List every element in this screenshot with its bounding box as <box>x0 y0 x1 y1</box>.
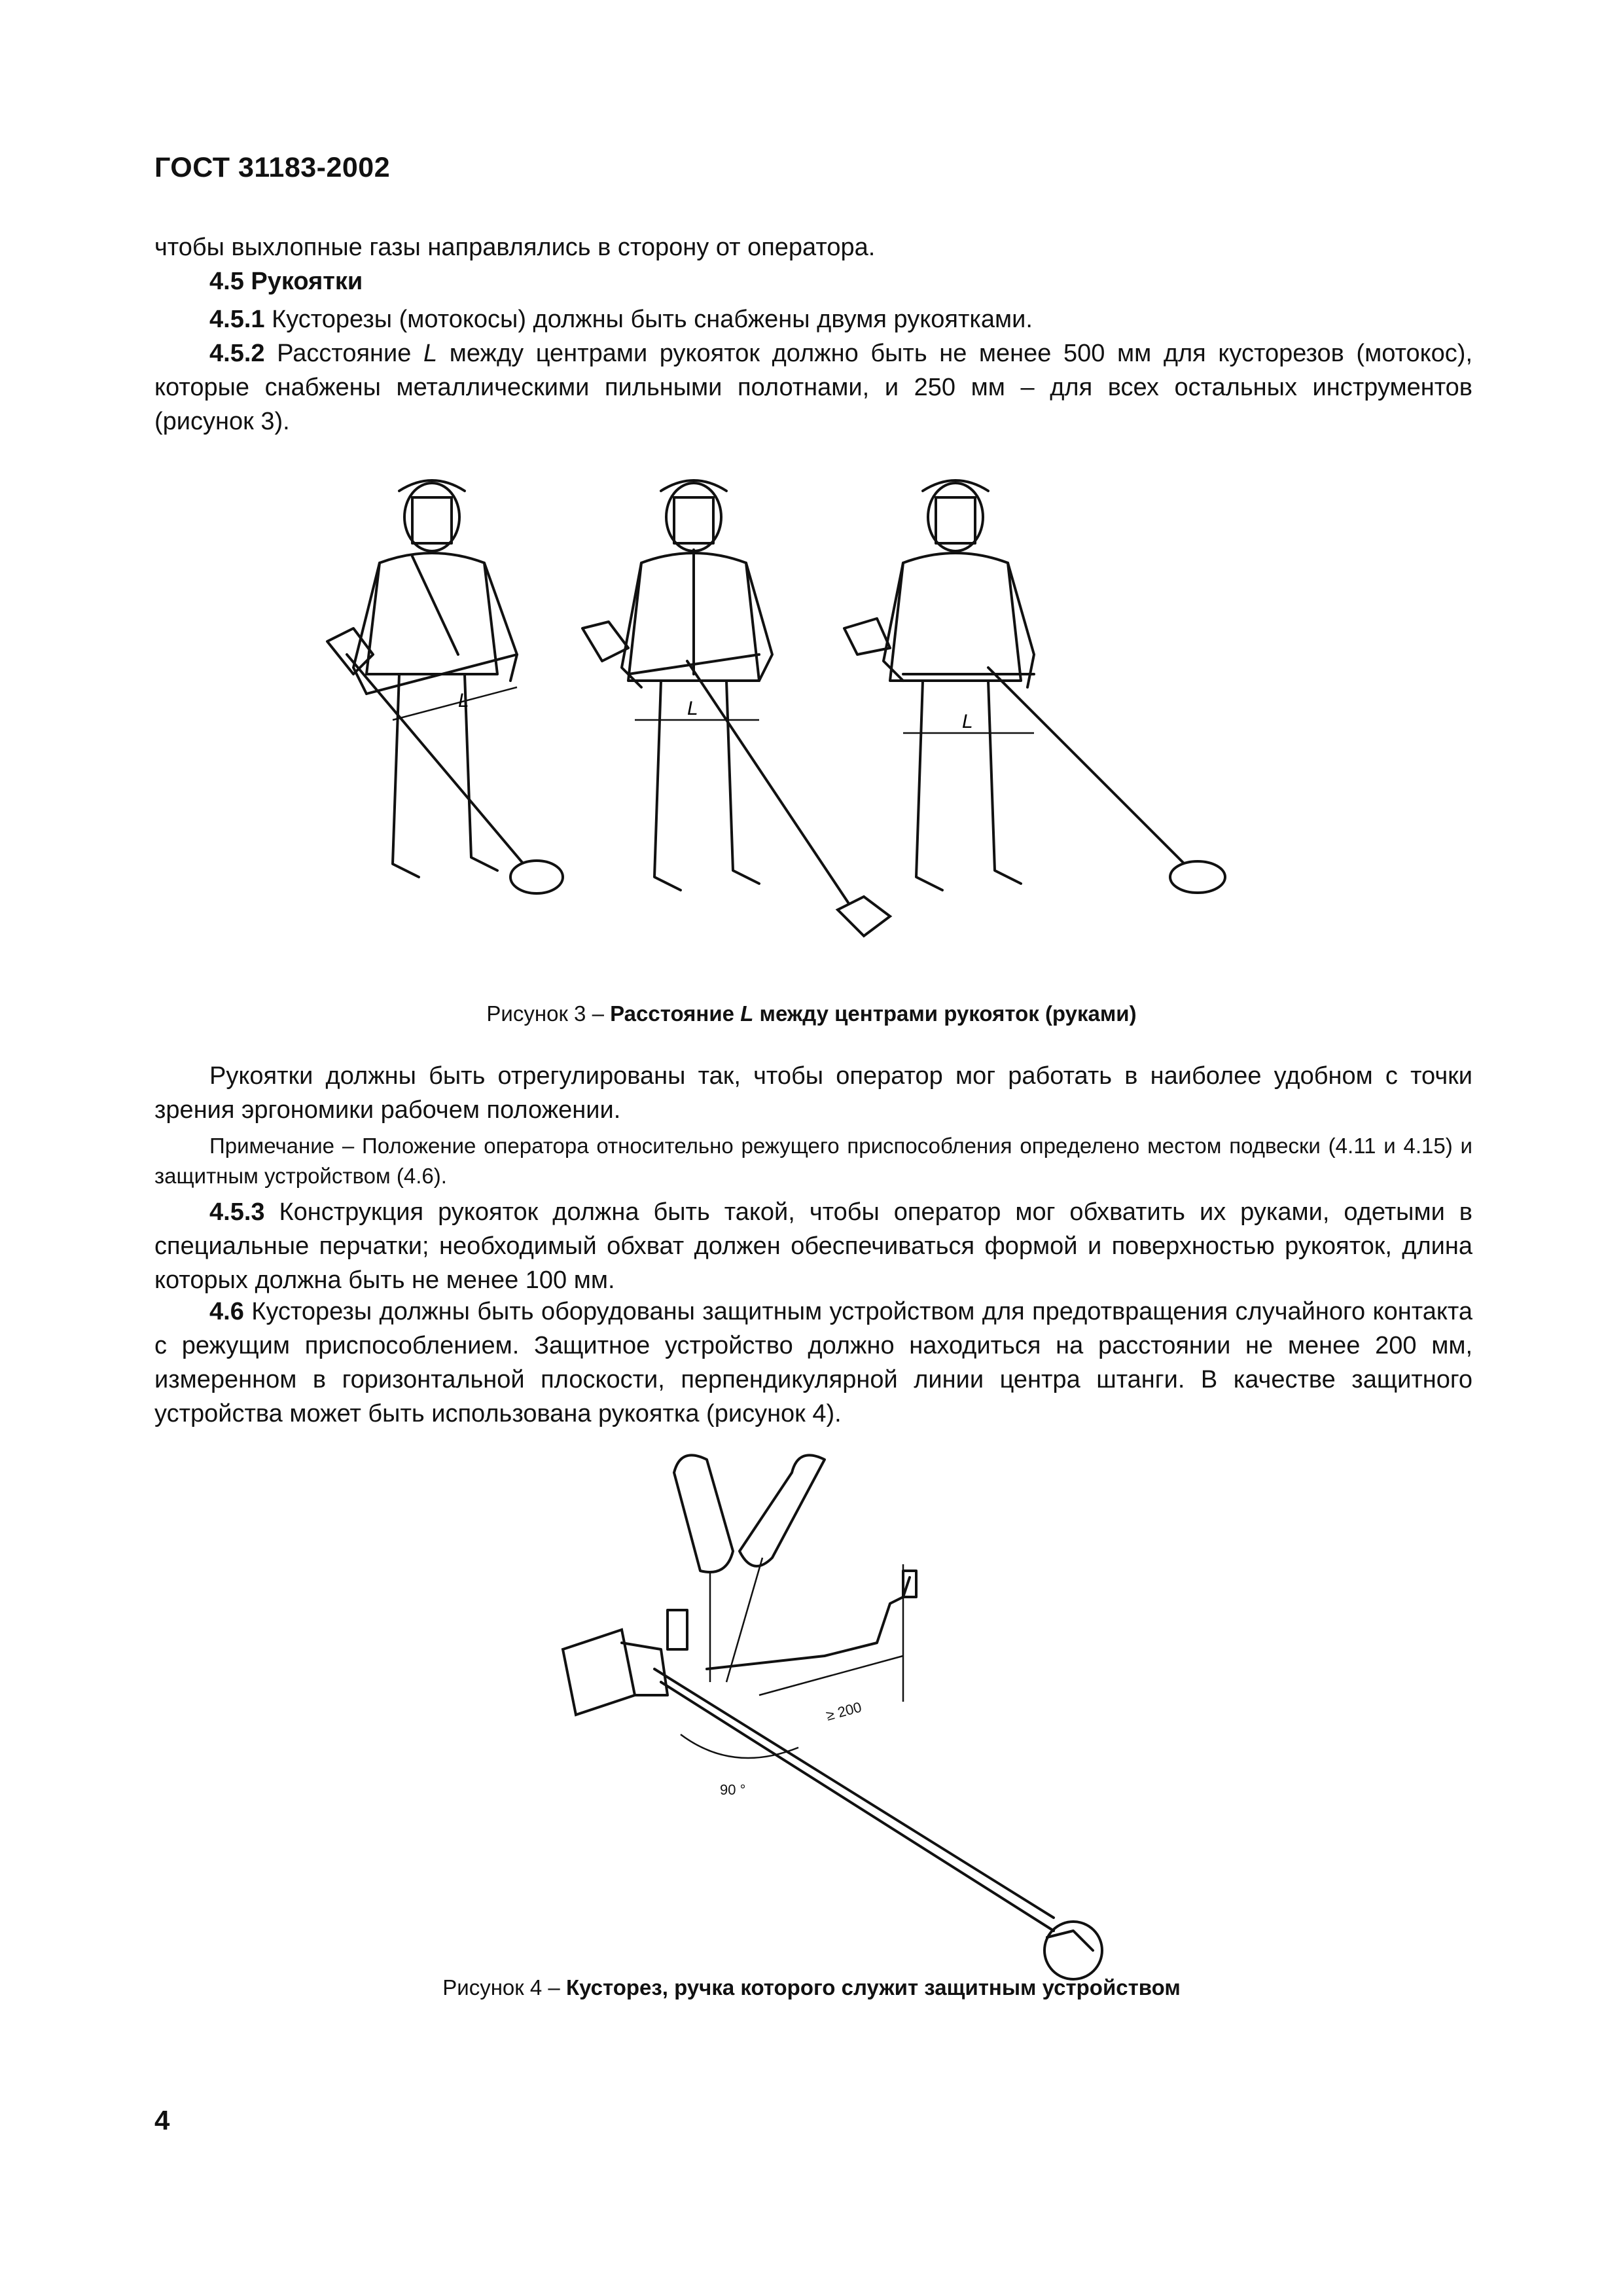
variable-L: L <box>423 340 438 367</box>
figure-3-label-L3: L <box>962 711 973 732</box>
section-number: 4.6 <box>209 1298 244 1325</box>
figure-4-caption <box>0 1975 1623 2000</box>
caption-prefix: Рисунок 3 – <box>486 1001 611 1026</box>
figure-3-label-L1: L <box>458 690 469 711</box>
handle-left <box>674 1455 733 1572</box>
figure-4-label-angle: 90 ° <box>720 1782 746 1798</box>
paragraph-text: Расстояние <box>264 340 423 367</box>
operator-figure-2 <box>582 480 890 936</box>
caption-title: между центрами рукояток (руками) <box>753 1001 1137 1026</box>
paragraph-4-6 <box>154 1295 1472 1431</box>
paragraph-text: между центрами рукояток должно быть не менее 500 мм для кусторезов (мотокос), которые снабжены металлическими пильными полотнами, и 250 мм – для всех остальных инструментов (рисунок 3). <box>154 340 1473 435</box>
paragraph-text: Кусторезы должны быть оборудованы защитным устройством для предотвращения случайного контакта с режущим приспособлением. Защитное устройство должно находиться на расстоянии не менее 200 мм, измеренном в горизонтальной плоскости, перпендикулярной линии центра штанги. В качестве защитного устройства может быть использована рукоятка (рисунок 4). <box>154 1298 1472 1427</box>
paragraph-continuation: чтобы выхлопные газы направлялись в сторону от оператора. <box>154 234 876 261</box>
caption-title: Кусторез, ручка которого служит защитным устройством <box>565 1975 1181 2000</box>
document-header: ГОСТ 31183-2002 <box>154 152 391 183</box>
figure-3-illustration <box>301 458 1243 982</box>
paragraph-text: Конструкция рукояток должна быть такой, чтобы оператор мог обхватить их руками, одетыми в специальные перчатки; необходимый обхват должен обеспечиваться формой и поверхностью рукояток, длина которых должна быть не менее 100 мм. <box>154 1198 1472 1294</box>
page-number: 4 <box>154 2105 170 2136</box>
paragraph-text: Кусторезы (мотокосы) должны быть снабжены двумя рукоятками. <box>264 306 1033 333</box>
paragraph-4-5-2 <box>154 336 1472 439</box>
section-number: 4.5.1 <box>209 306 265 333</box>
paragraph-4-5-1 <box>154 302 1472 336</box>
section-number: 4.5.3 <box>209 1198 265 1226</box>
caption-title: Расстояние <box>610 1001 741 1026</box>
figure-3-caption <box>0 1001 1623 1026</box>
operator-figure-1 <box>327 480 563 893</box>
paragraph-4-5-3 <box>154 1195 1472 1297</box>
note: Примечание – Положение оператора относительно режущего приспособления определено местом подвески (4.11 и 4.15) и защитным устройством (4.6). <box>154 1134 1472 1188</box>
paragraph-handles-adjustment: Рукоятки должны быть отрегулированы так, чтобы оператор мог работать в наиболее удобном с точки зрения эргономики рабочем положении. <box>154 1062 1472 1124</box>
caption-prefix: Рисунок 4 – <box>442 1975 566 2000</box>
figure-4-label-distance: ≥ 200 <box>824 1698 864 1724</box>
guard-handle <box>707 1577 910 1669</box>
figure-3-label-L2: L <box>687 698 698 719</box>
section-number: 4.5.2 <box>209 340 265 367</box>
operator-figure-3 <box>844 480 1225 893</box>
section-4-5-title: 4.5 Рукоятки <box>209 268 363 295</box>
caption-variable-L: L <box>740 1001 754 1026</box>
handle-right <box>740 1455 825 1566</box>
